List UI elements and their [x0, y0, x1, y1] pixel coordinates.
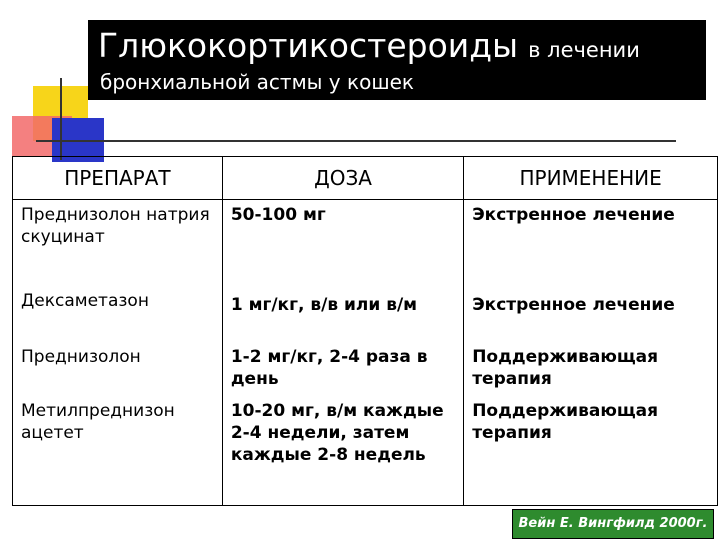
table-row: [13, 200, 718, 286]
header-use: ПРИМЕНЕНИЕ: [464, 157, 718, 200]
cell-use: Поддерживающая терапия: [464, 396, 718, 506]
title-suffix-text: в лечении: [528, 38, 640, 62]
cell-dose: 50-100 мг: [222, 200, 463, 286]
cell-drug: Преднизолон: [13, 342, 223, 396]
slide-subtitle: бронхиальной астмы у кошек: [100, 70, 415, 94]
decor-horizontal-line: [36, 140, 676, 142]
cell-dose: 1-2 мг/кг, 2-4 раза в день: [222, 342, 463, 396]
table-row: [13, 286, 718, 342]
cell-drug: Метилпреднизон ацетет: [13, 396, 223, 506]
cell-dose: 10-20 мг, в/м каждые 2-4 недели, затем каждые 2-8 недель: [222, 396, 463, 506]
cell-use: Экстренное лечение: [464, 286, 718, 342]
credit-text: Вейн Е. Вингфилд 2000г.: [518, 516, 708, 531]
slide-title: [98, 26, 640, 65]
table-row: [13, 396, 718, 506]
cell-drug: Преднизолон натрия скуцинат: [13, 200, 223, 286]
cell-use: Поддерживающая терапия: [464, 342, 718, 396]
drug-table: [12, 156, 718, 506]
header-drug: ПРЕПАРАТ: [13, 157, 223, 200]
table-row: [13, 342, 718, 396]
title-main-text: Глюкокортикостероиды: [98, 26, 519, 65]
cell-drug: Дексаметазон: [13, 286, 223, 342]
header-dose: ДОЗА: [222, 157, 463, 200]
title-banner: [88, 20, 706, 100]
cell-use: Экстренное лечение: [464, 200, 718, 286]
decor-vertical-line: [60, 78, 62, 160]
table-header-row: [13, 157, 718, 200]
credit-badge: [512, 509, 714, 539]
cell-dose: 1 мг/кг, в/в или в/м: [222, 286, 463, 342]
